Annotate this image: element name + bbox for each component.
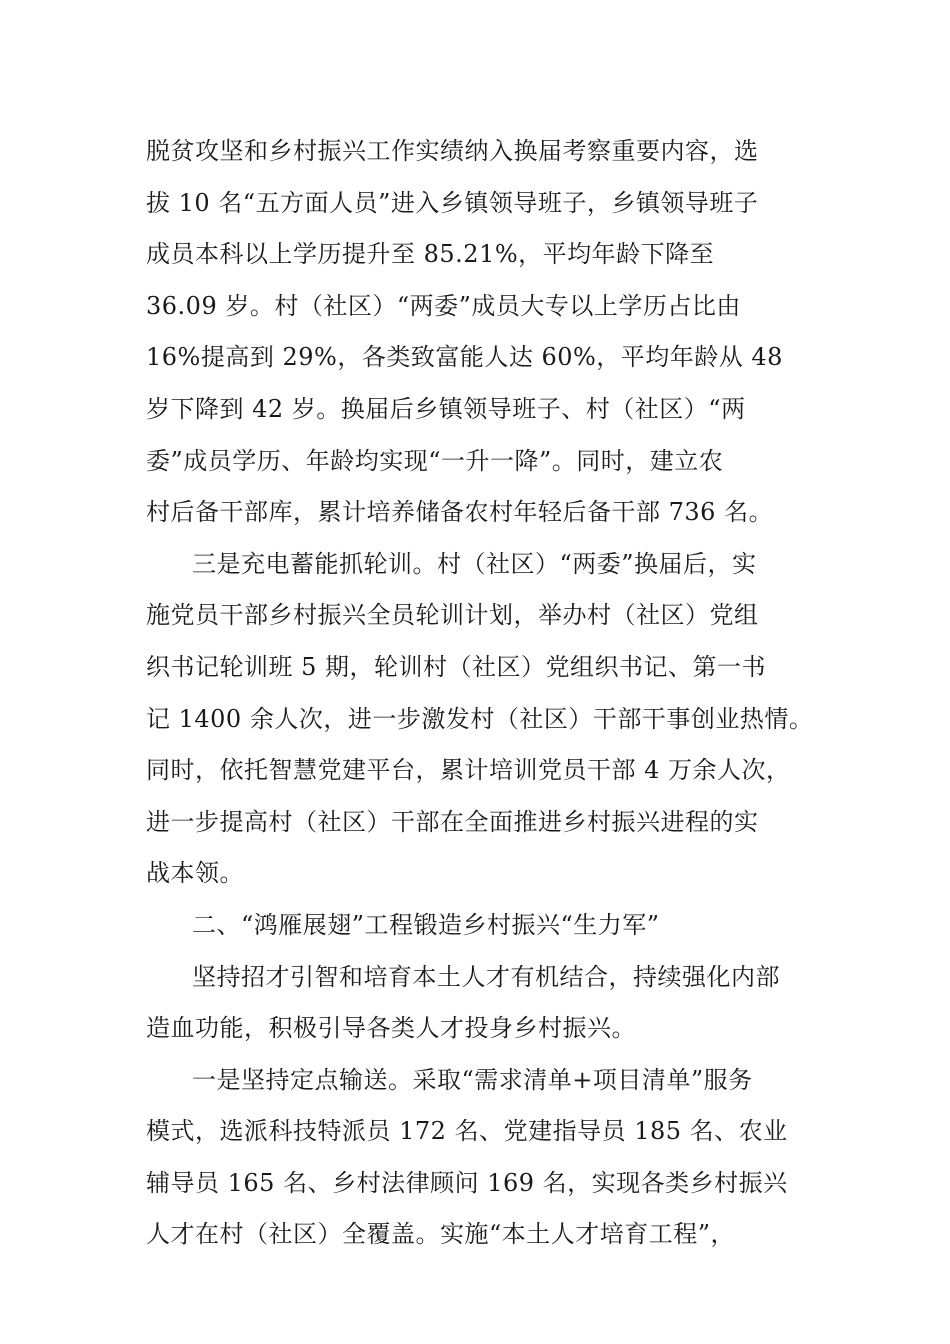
text-line: 拔 10 名“五方面人员”进入乡镇领导班子，乡镇领导班子	[146, 188, 759, 217]
text-line: 同时，依托智慧党建平台，累计培训党员干部 4 万余人次，	[146, 756, 791, 785]
text-line: 岁下降到 42 岁。换届后乡镇领导班子、村（社区）“两	[146, 394, 746, 423]
text-line: 脱贫攻坚和乡村振兴工作实绩纳入换届考察重要内容，选	[146, 137, 759, 165]
text-line: 模式，选派科技特派员 172 名、党建指导员 185 名、农业	[146, 1117, 788, 1146]
text-line: 三是充电蓄能抓轮训。村（社区）“两委”换届后，实	[192, 549, 757, 578]
text-line: 织书记轮训班 5 期，轮训村（社区）党组织书记、第一书	[146, 652, 767, 681]
text-line: 成员本科以上学历提升至 85.21%，平均年龄下降至	[146, 240, 715, 269]
text-line: 16%提高到 29%，各类致富能人达 60%，平均年龄从 48	[146, 343, 783, 372]
text-line: 造血功能，积极引导各类人才投身乡村振兴。	[146, 1014, 636, 1043]
text-line: 村后备干部库，累计培养储备农村年轻后备干部 736 名。	[146, 498, 774, 527]
text-line: 辅导员 165 名、乡村法律顾问 169 名，实现各类乡村振兴	[146, 1168, 788, 1197]
text-line: 施党员干部乡村振兴全员轮训计划，举办村（社区）党组	[146, 601, 759, 630]
text-line: 坚持招才引智和培育本土人才有机结合，持续强化内部	[192, 962, 780, 991]
body-text	[146, 126, 836, 1261]
text-line: 委”成员学历、年龄均实现“一升一降”。同时，建立农	[146, 446, 724, 475]
text-line: 二、“鸿雁展翅”工程锻造乡村振兴“生力军”	[192, 910, 660, 939]
text-line: 一是坚持定点输送。采取“需求清单+项目清单”服务	[192, 1065, 753, 1094]
text-line: 记 1400 余人次，进一步激发村（社区）干部干事创业热情。	[146, 704, 814, 733]
text-line: 战本领。	[146, 859, 244, 888]
text-line: 36.09 岁。村（社区）“两委”成员大专以上学历占比由	[146, 291, 741, 320]
text-line: 人才在村（社区）全覆盖。实施“本土人才培育工程”，	[146, 1220, 736, 1249]
text-line: 进一步提高村（社区）干部在全面推进乡村振兴进程的实	[146, 807, 759, 836]
